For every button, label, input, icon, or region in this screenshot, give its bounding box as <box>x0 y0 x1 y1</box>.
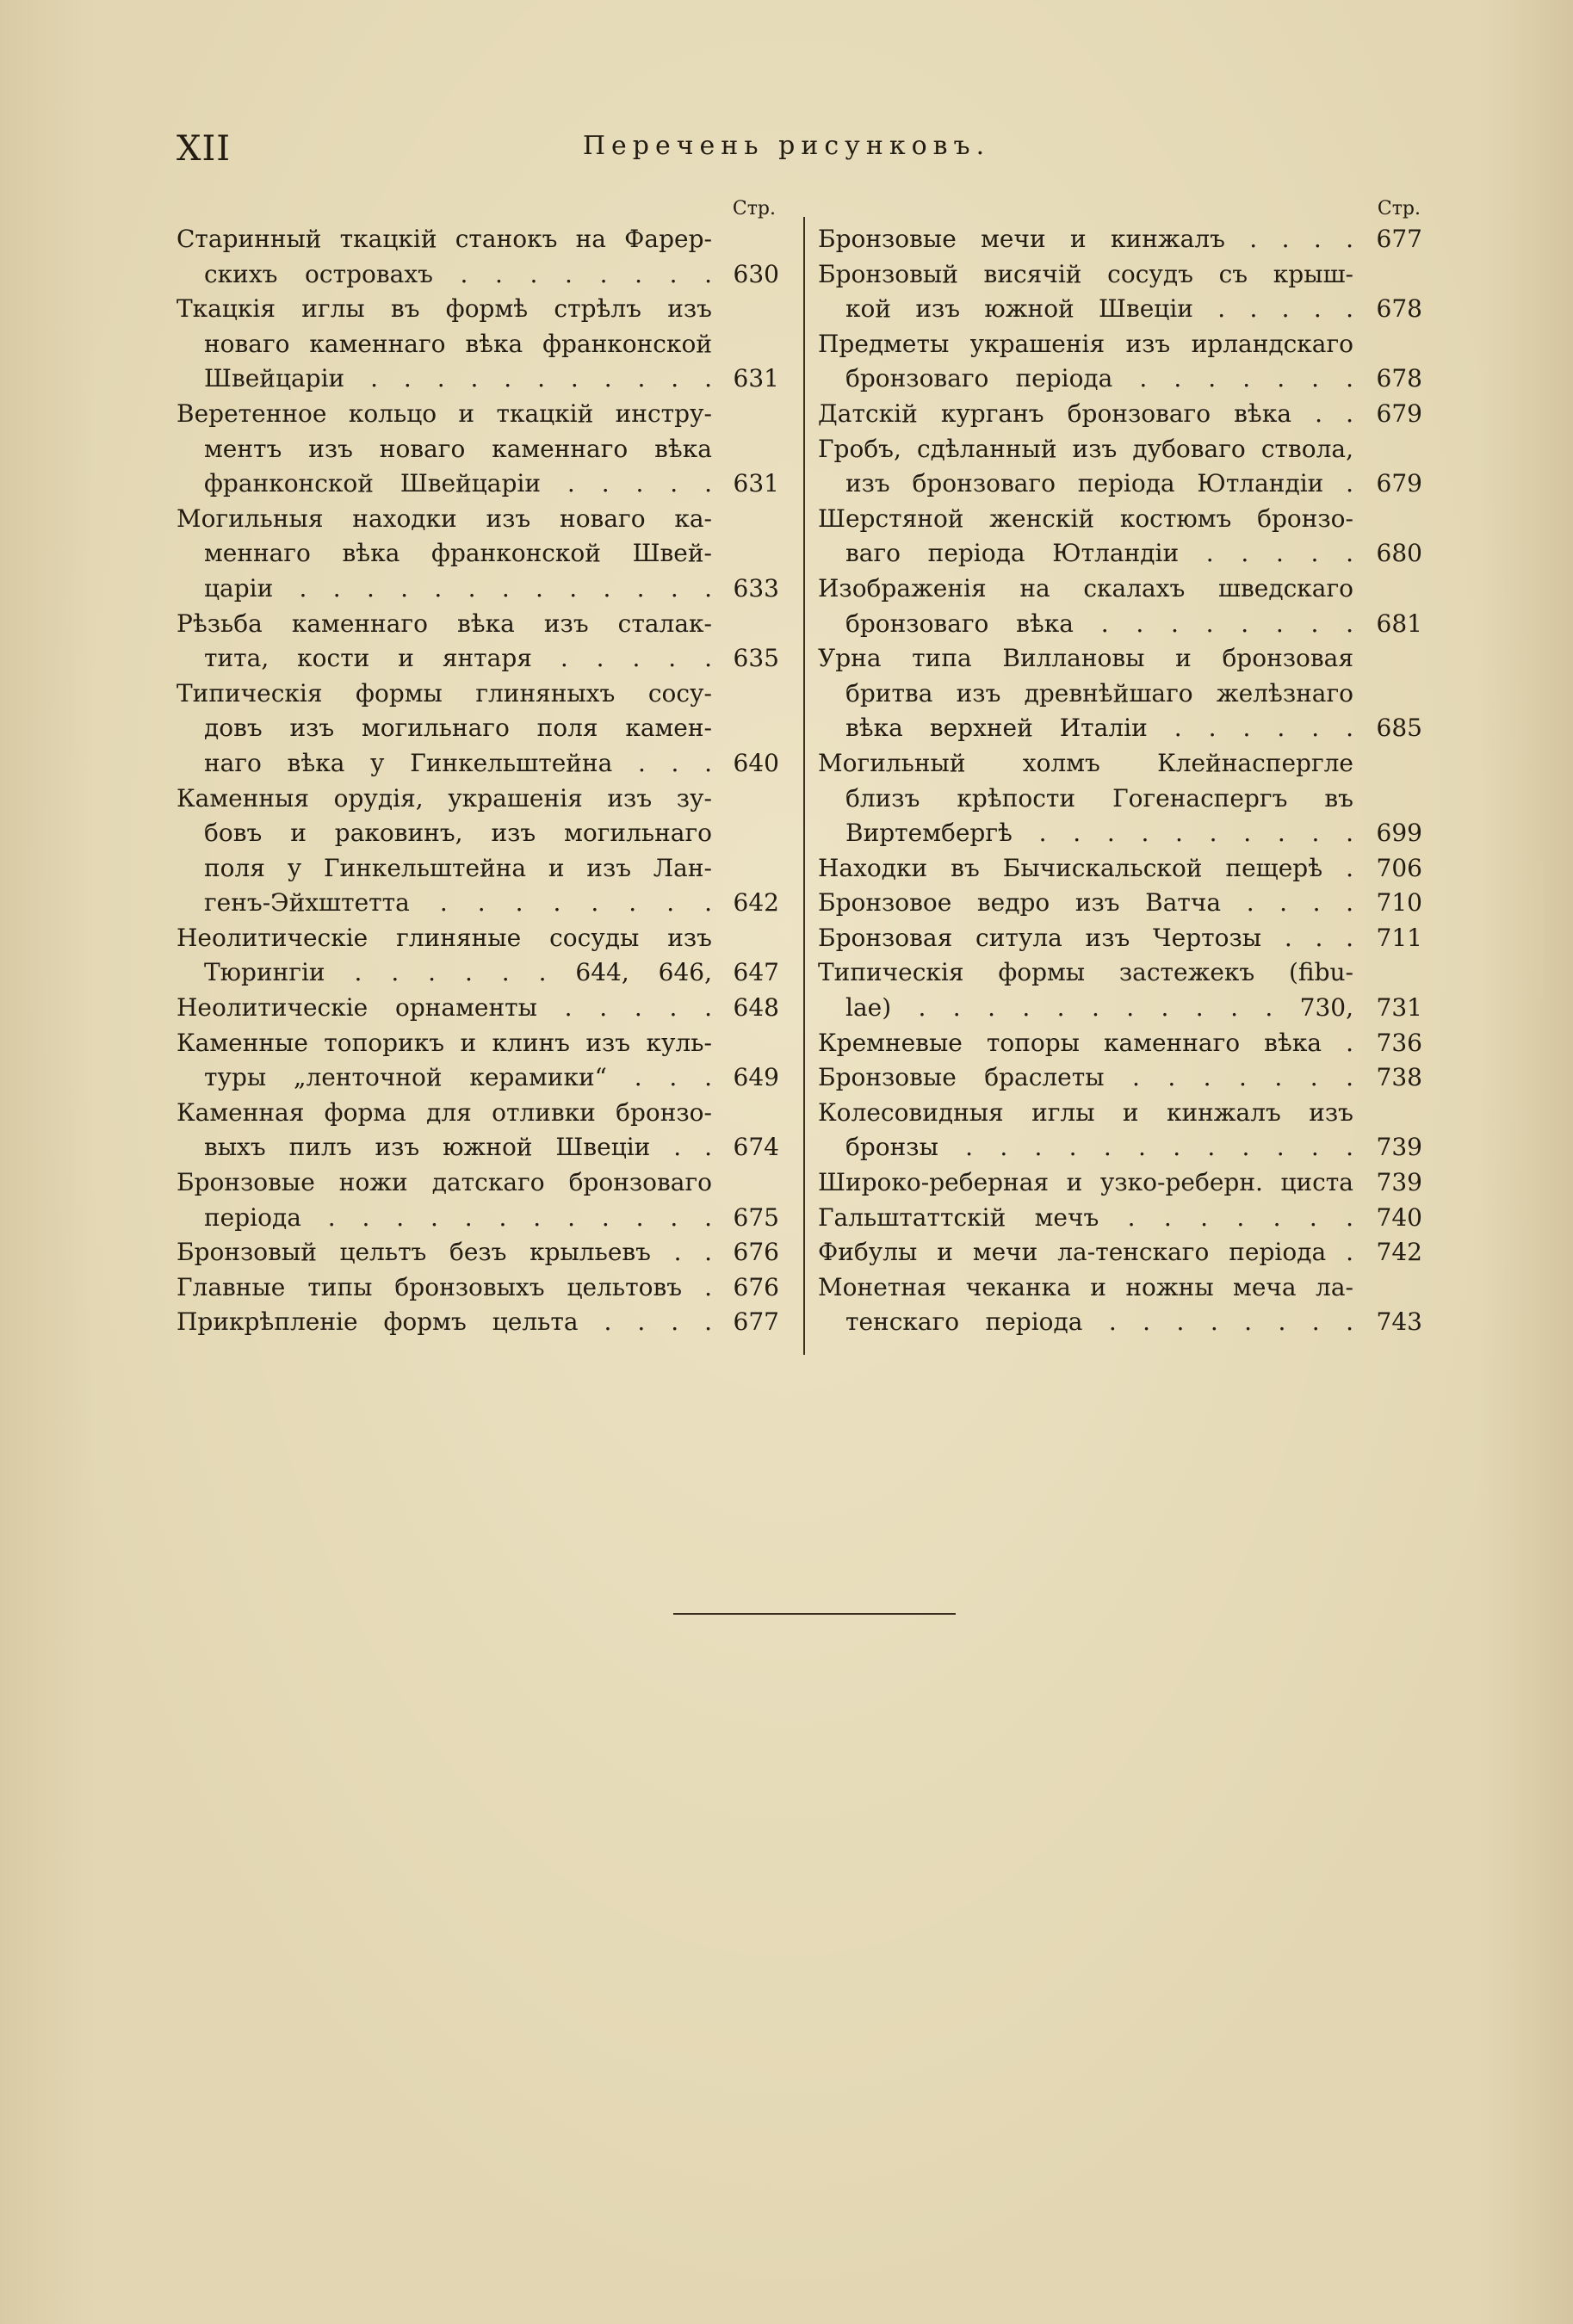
entry-title-line: Типическія формы застежекъ (fibu- <box>818 958 1353 987</box>
list-item <box>176 222 779 292</box>
entry-title-line: поля у Гинкельштейна и изъ Лан- <box>204 853 712 882</box>
entry-title <box>818 851 1353 887</box>
entry-page-number: 678 <box>1376 364 1422 393</box>
entry-title-line: близъ крѣпости Гогенаспергъ въ <box>845 783 1353 813</box>
entry-title <box>176 292 712 397</box>
entry-page-number: 681 <box>1376 609 1422 638</box>
list-item <box>176 1270 779 1306</box>
entry-title-line: Кремневые топоры каменнаго вѣка . <box>818 1028 1353 1057</box>
entry-page-number: 631 <box>733 469 779 498</box>
entry-title <box>818 955 1353 1025</box>
list-item <box>818 432 1422 502</box>
list-item <box>818 955 1422 1025</box>
entry-title <box>176 1165 712 1235</box>
entry-page-number: 706 <box>1376 853 1422 882</box>
entry-title-line: Бронзовые браслеты . . . . . . . <box>818 1063 1353 1092</box>
list-item <box>176 397 779 502</box>
entry-title <box>818 641 1353 746</box>
list-item <box>818 502 1422 572</box>
entry-page-number: 680 <box>1376 539 1422 568</box>
entry-title-line: Типическія формы глиняныхъ сосу- <box>176 678 712 708</box>
entry-title-line: Неолитическіе орнаменты . . . . . <box>176 993 712 1023</box>
list-item <box>818 851 1422 887</box>
entry-title-line: Широко-реберная и узко-реберн. циста <box>818 1168 1353 1197</box>
entry-title-line: Изображенія на скалахъ шведскаго <box>818 573 1353 603</box>
list-item <box>176 607 779 677</box>
entry-title-line: Могильныя находки изъ новаго ка- <box>176 504 712 533</box>
entry-title-line: Бронзовая ситула изъ Чертозы . . . <box>818 923 1353 952</box>
entry-title <box>176 1096 712 1165</box>
entry-title <box>176 677 712 782</box>
entry-title <box>176 502 712 607</box>
entry-title <box>818 397 1353 432</box>
entry-page-number: 676 <box>733 1272 779 1301</box>
entry-title <box>176 1305 712 1340</box>
list-item <box>176 502 779 607</box>
entry-title-line: Бронзовые ножи датскаго бронзоваго <box>176 1168 712 1197</box>
entry-page-number: 743 <box>1376 1307 1422 1337</box>
entry-title <box>818 1026 1353 1061</box>
entry-title <box>176 222 712 292</box>
entry-title-line: Бронзовое ведро изъ Ватча . . . . <box>818 888 1353 918</box>
entry-page-number: 630 <box>733 259 779 288</box>
entry-title <box>176 921 712 991</box>
entry-title <box>818 222 1353 257</box>
entry-title-line: бронзоваго періода . . . . . . . <box>845 364 1353 393</box>
list-item <box>176 1096 779 1165</box>
entry-page-number: 736 <box>1376 1028 1422 1057</box>
entry-title <box>818 1060 1353 1096</box>
list-item <box>818 1026 1422 1061</box>
entry-title-line: Веретенное кольцо и ткацкій инстру- <box>176 399 712 428</box>
entry-title <box>818 327 1353 397</box>
entry-title-line: Фибулы и мечи ла-тенскаго періода . <box>818 1238 1353 1267</box>
entry-title-line: Бронзовый цельтъ безъ крыльевъ . . <box>176 1238 712 1267</box>
entry-title-line: изъ бронзоваго періода Ютландіи . <box>845 469 1353 498</box>
entry-title-line: Каменная форма для отливки бронзо- <box>176 1097 712 1127</box>
list-item <box>176 991 779 1026</box>
entry-title-line: тенскаго періода . . . . . . . . <box>845 1307 1353 1337</box>
list-item <box>818 572 1422 641</box>
entry-title-line: Предметы украшенія изъ ирландскаго <box>818 329 1353 358</box>
list-item <box>176 1235 779 1270</box>
entry-page-number: 739 <box>1376 1168 1422 1197</box>
entry-title-line: Могильный холмъ Клейнаспергле <box>818 748 1353 777</box>
entry-page-number: 674 <box>733 1133 779 1162</box>
list-item <box>818 1201 1422 1236</box>
entry-title-line: ваго періода Ютландіи . . . . . <box>845 539 1353 568</box>
entry-page-number: 633 <box>733 573 779 603</box>
list-item <box>176 1165 779 1235</box>
list-item <box>818 1270 1422 1340</box>
entry-title-line: Неолитическіе глиняные сосуды изъ <box>176 923 712 952</box>
entry-page-number: 710 <box>1376 888 1422 918</box>
entry-title <box>818 257 1353 327</box>
list-item <box>818 257 1422 327</box>
right-column <box>818 196 1422 1340</box>
entry-page-number: 677 <box>1376 225 1422 253</box>
entry-page-number: 649 <box>733 1063 779 1092</box>
entry-title-line: бронзоваго вѣка . . . . . . . . <box>845 609 1353 638</box>
entry-title <box>818 746 1353 851</box>
entry-page-number: 635 <box>733 644 779 673</box>
entry-title <box>818 502 1353 572</box>
entry-title-line: Урна типа Виллановы и бронзовая <box>818 644 1353 673</box>
entry-title-line: тита, кости и янтаря . . . . . <box>204 644 712 673</box>
entry-title-line: бронзы . . . . . . . . . . . . <box>845 1133 1353 1162</box>
entry-page-number: 678 <box>1376 294 1422 324</box>
entry-page-number: 742 <box>1376 1238 1422 1267</box>
list-item <box>176 1305 779 1340</box>
entry-title-line: Датскій курганъ бронзоваго вѣка . . <box>818 399 1353 428</box>
entry-title <box>176 782 712 921</box>
entry-page-number: 711 <box>1376 923 1422 952</box>
entry-title-line: Каменныя орудія, украшенія изъ зу- <box>176 783 712 813</box>
entry-page-number: 739 <box>1376 1133 1422 1162</box>
entry-title-line: Шерстяной женскій костюмъ бронзо- <box>818 504 1353 533</box>
entry-title-line: Бронзовые мечи и кинжалъ . . . . <box>818 225 1353 253</box>
entry-page-number: 677 <box>733 1307 779 1337</box>
entry-page-number: 675 <box>733 1202 779 1232</box>
entry-title-line: меннаго вѣка франконской Швей- <box>204 539 712 568</box>
closing-rule <box>673 1613 956 1615</box>
entry-title-line: бовъ и раковинъ, изъ могильнаго <box>204 819 712 848</box>
entry-page-number: 648 <box>733 993 779 1023</box>
page-folio: XII <box>176 129 232 169</box>
entry-title-line: Каменные топорикъ и клинъ изъ куль- <box>176 1028 712 1057</box>
entry-title <box>818 1235 1353 1270</box>
entry-title-line: ментъ изъ новаго каменнаго вѣка <box>204 434 712 463</box>
page-column-heading: Стр. <box>732 198 776 219</box>
entry-page-number: 647 <box>733 958 779 987</box>
list-item <box>818 921 1422 956</box>
list-item <box>818 397 1422 432</box>
list-item <box>176 921 779 991</box>
entry-title-line: Находки въ Бычискальской пещерѣ . <box>818 853 1353 882</box>
entry-title-line: вѣка верхней Италіи . . . . . . <box>845 714 1353 743</box>
entry-page-number: 676 <box>733 1238 779 1267</box>
entry-page-number: 631 <box>733 364 779 393</box>
entry-title-line: бритва изъ древнѣйшаго желѣзнаго <box>845 678 1353 708</box>
entry-title-line: Тюрингіи . . . . . . 644, 646, <box>204 958 712 987</box>
entry-title-line: кой изъ южной Швеціи . . . . . <box>845 294 1353 324</box>
entry-title-line: Главные типы бронзовыхъ цельтовъ . <box>176 1272 712 1301</box>
entry-page-number: 679 <box>1376 399 1422 428</box>
page-column-heading: Стр. <box>1377 198 1421 219</box>
entry-page-number: 679 <box>1376 469 1422 498</box>
entry-title-line: Ткацкія иглы въ формѣ стрѣлъ изъ <box>176 294 712 324</box>
entry-title <box>818 1270 1353 1340</box>
entry-title-line: скихъ островахъ . . . . . . . . <box>204 259 712 288</box>
entry-title-line: новаго каменнаго вѣка франконской <box>204 329 712 358</box>
entry-title-line: выхъ пилъ изъ южной Швеціи . . <box>204 1133 712 1162</box>
entry-title <box>818 921 1353 956</box>
entry-title <box>176 1270 712 1306</box>
list-item <box>818 746 1422 851</box>
entry-title <box>818 1165 1353 1201</box>
entry-title-line: Гробъ, сдѣланный изъ дубоваго ствола, <box>818 434 1353 463</box>
list-item <box>818 1060 1422 1096</box>
list-item <box>176 1026 779 1096</box>
entry-title-line: Колесовидныя иглы и кинжалъ изъ <box>818 1097 1353 1127</box>
entry-title <box>176 607 712 677</box>
entry-title <box>818 886 1353 921</box>
entry-title-line: франконской Швейцаріи . . . . . <box>204 469 712 498</box>
entry-title-line: довъ изъ могильнаго поля камен- <box>204 714 712 743</box>
entry-title <box>176 397 712 502</box>
list-item <box>818 327 1422 397</box>
entry-title-line: Гальштаттскій мечъ . . . . . . . <box>818 1202 1353 1232</box>
entry-page-number: 685 <box>1376 714 1422 743</box>
list-item <box>818 1096 1422 1165</box>
running-title: Перечень рисунковъ. <box>582 131 991 161</box>
left-column <box>176 196 779 1340</box>
entry-title <box>176 1235 712 1270</box>
entry-title <box>818 1096 1353 1165</box>
entry-title-line: наго вѣка у Гинкельштейна . . . <box>204 748 712 777</box>
entry-title-line: Монетная чеканка и ножны меча ла- <box>818 1272 1353 1301</box>
entry-title-line: Рѣзьба каменнаго вѣка изъ сталак- <box>176 609 712 638</box>
entry-title-line: Бронзовый висячій сосудъ съ крыш- <box>818 259 1353 288</box>
entry-title-line: туры „ленточной керамики“ . . . <box>204 1063 712 1092</box>
entry-title-line: царіи . . . . . . . . . . . . . <box>204 573 712 603</box>
column-divider <box>803 217 805 1355</box>
entry-title <box>818 1201 1353 1236</box>
entry-title <box>818 572 1353 641</box>
list-item <box>176 292 779 397</box>
list-item <box>818 222 1422 257</box>
entry-page-number: 740 <box>1376 1202 1422 1232</box>
list-item <box>176 677 779 782</box>
entry-title <box>818 432 1353 502</box>
list-item <box>818 641 1422 746</box>
entry-title-line: генъ-Эйхштетта . . . . . . . . <box>204 888 712 918</box>
entry-title-line: Старинный ткацкій станокъ на Фарер- <box>176 225 712 253</box>
list-item <box>818 886 1422 921</box>
entry-page-number: 640 <box>733 748 779 777</box>
entry-title-line: Виртембергѣ . . . . . . . . . . <box>845 819 1353 848</box>
entry-page-number: 731 <box>1376 993 1422 1023</box>
entry-page-number: 699 <box>1376 819 1422 848</box>
entry-title-line: Швейцаріи . . . . . . . . . . . <box>204 364 712 393</box>
entry-title <box>176 991 712 1026</box>
list-item <box>176 782 779 921</box>
list-item <box>818 1165 1422 1201</box>
entry-title-line: Прикрѣпленіе формъ цельта . . . . <box>176 1307 712 1337</box>
entry-page-number: 642 <box>733 888 779 918</box>
entry-title <box>176 1026 712 1096</box>
entry-title-line: періода . . . . . . . . . . . . <box>204 1202 712 1232</box>
entry-page-number: 738 <box>1376 1063 1422 1092</box>
entry-title-line: lae) . . . . . . . . . . . 730, <box>845 993 1353 1023</box>
list-item <box>818 1235 1422 1270</box>
